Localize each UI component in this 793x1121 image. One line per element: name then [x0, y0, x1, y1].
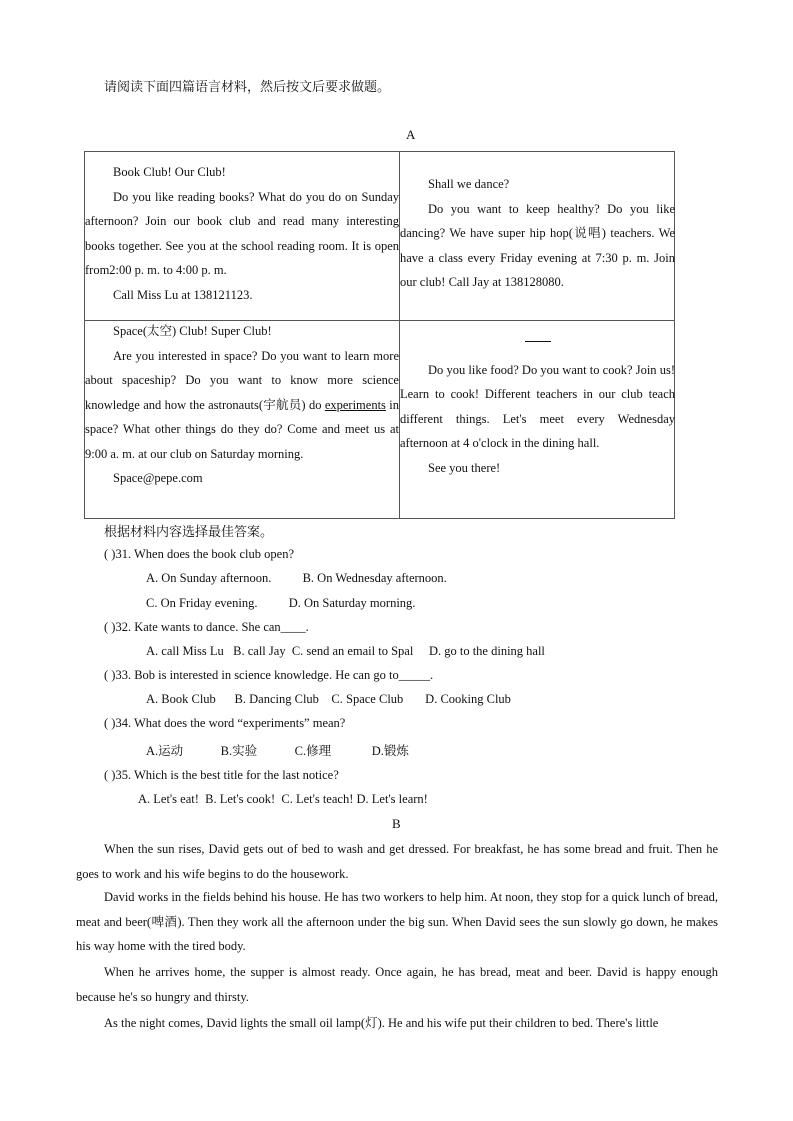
question-33-options: A. Book Club B. Dancing Club C. Space Club D. Cooking Club [146, 692, 511, 706]
question-33: ( )33. Bob is interested in science knowledge. He can go to_____. [104, 668, 434, 682]
section-a-label: A [406, 127, 416, 142]
questions-intro: 根据材料内容选择最佳答案。 [104, 524, 274, 539]
cooking-notice [400, 327, 675, 480]
dance-body: Do you want to keep healthy? Do you like dancing? We have super hip hop(说唱) teachers. We have a class every Friday evening at 7:30 p. m. Join our club! Call Jay at 138128080. [400, 201, 675, 289]
section-b-label: B [392, 816, 401, 831]
book-club-title: Book Club! Our Club! [113, 165, 226, 179]
passage-b-paragraph-1: When the sun rises, David gets out of bed to wash and get dressed. For breakfast, he has some bread and fruit. Then he goes to work and his wife begins to do the housework. [76, 842, 718, 881]
book-club-contact: Call Miss Lu at 138121123. [113, 287, 253, 302]
space-club-title: Space(太空) Club! Super Club! [113, 324, 272, 338]
question-34-options: A.运动 B.实验 C.修理 D.锻炼 [146, 744, 409, 758]
dance-title: Shall we dance? [428, 177, 510, 191]
question-34: ( )34. What does the word “experiments” mean? [104, 716, 346, 730]
passage-b-paragraph-2: David works in the fields behind his house. He has two workers to help him. At noon, they stop for a quick lunch of bread, meat and beer(啤酒). Then they work all the afternoon under the big sun. When David sees the sun slowly go down, he makes his way home with the tired body. [76, 890, 718, 953]
space-club-contact: Space@pepe.com [113, 471, 203, 485]
cooking-closing: See you there! [428, 460, 501, 475]
question-32: ( )32. Kate wants to dance. She can____. [104, 620, 309, 634]
cooking-body: Do you like food? Do you want to cook? Join us! Learn to cook! Different teachers in our club teach different things. Let's meet every Wednesday afternoon at 4 o'clock in the dining hall. [400, 362, 675, 450]
space-club-notice [85, 319, 399, 491]
book-club-body: Do you like reading books? What do you do on Sunday afternoon? Join our book club and read many interesting books together. See you at the school reading room. It is open from2:00 p. m. to 4:00 p. m. [85, 189, 399, 277]
question-31-options-2: C. On Friday evening. D. On Saturday morning. [146, 596, 416, 610]
dance-notice [400, 172, 675, 295]
notice-table [84, 151, 675, 519]
question-35-options: A. Let's eat! B. Let's cook! C. Let's teach! D. Let's learn! [138, 792, 428, 806]
experiments-word: experiments [324, 397, 386, 412]
missing-title-blank [525, 339, 551, 342]
question-35: ( )35. Which is the best title for the last notice? [104, 768, 339, 782]
question-31: ( )31. When does the book club open? [104, 547, 294, 561]
space-club-body: Are you interested in space? Do you want to learn more about spaceship? Do you want to know more science knowledge and how the astronauts(宇航员) do experiments in space? What other things do they do? Come and meet us at 9:00 a. m. at our club on Saturday morning. [85, 348, 399, 461]
passage-b-paragraph-4: As the night comes, David lights the small oil lamp(灯). He and his wife put their children to bed. There's little [104, 1016, 659, 1030]
book-club-notice [85, 160, 399, 307]
passage-b-paragraph-3: When he arrives home, the supper is almost ready. Once again, he has bread, meat and beer. David is happy enough because he's so hungry and thirsty. [76, 965, 718, 1004]
question-32-options: A. call Miss Lu B. call Jay C. send an email to Spal D. go to the dining hall [146, 644, 545, 658]
instruction-text: 请阅读下面四篇语言材料，然后按文后要求做题。 [104, 79, 391, 94]
question-31-options-1: A. On Sunday afternoon. B. On Wednesday afternoon. [146, 571, 447, 585]
